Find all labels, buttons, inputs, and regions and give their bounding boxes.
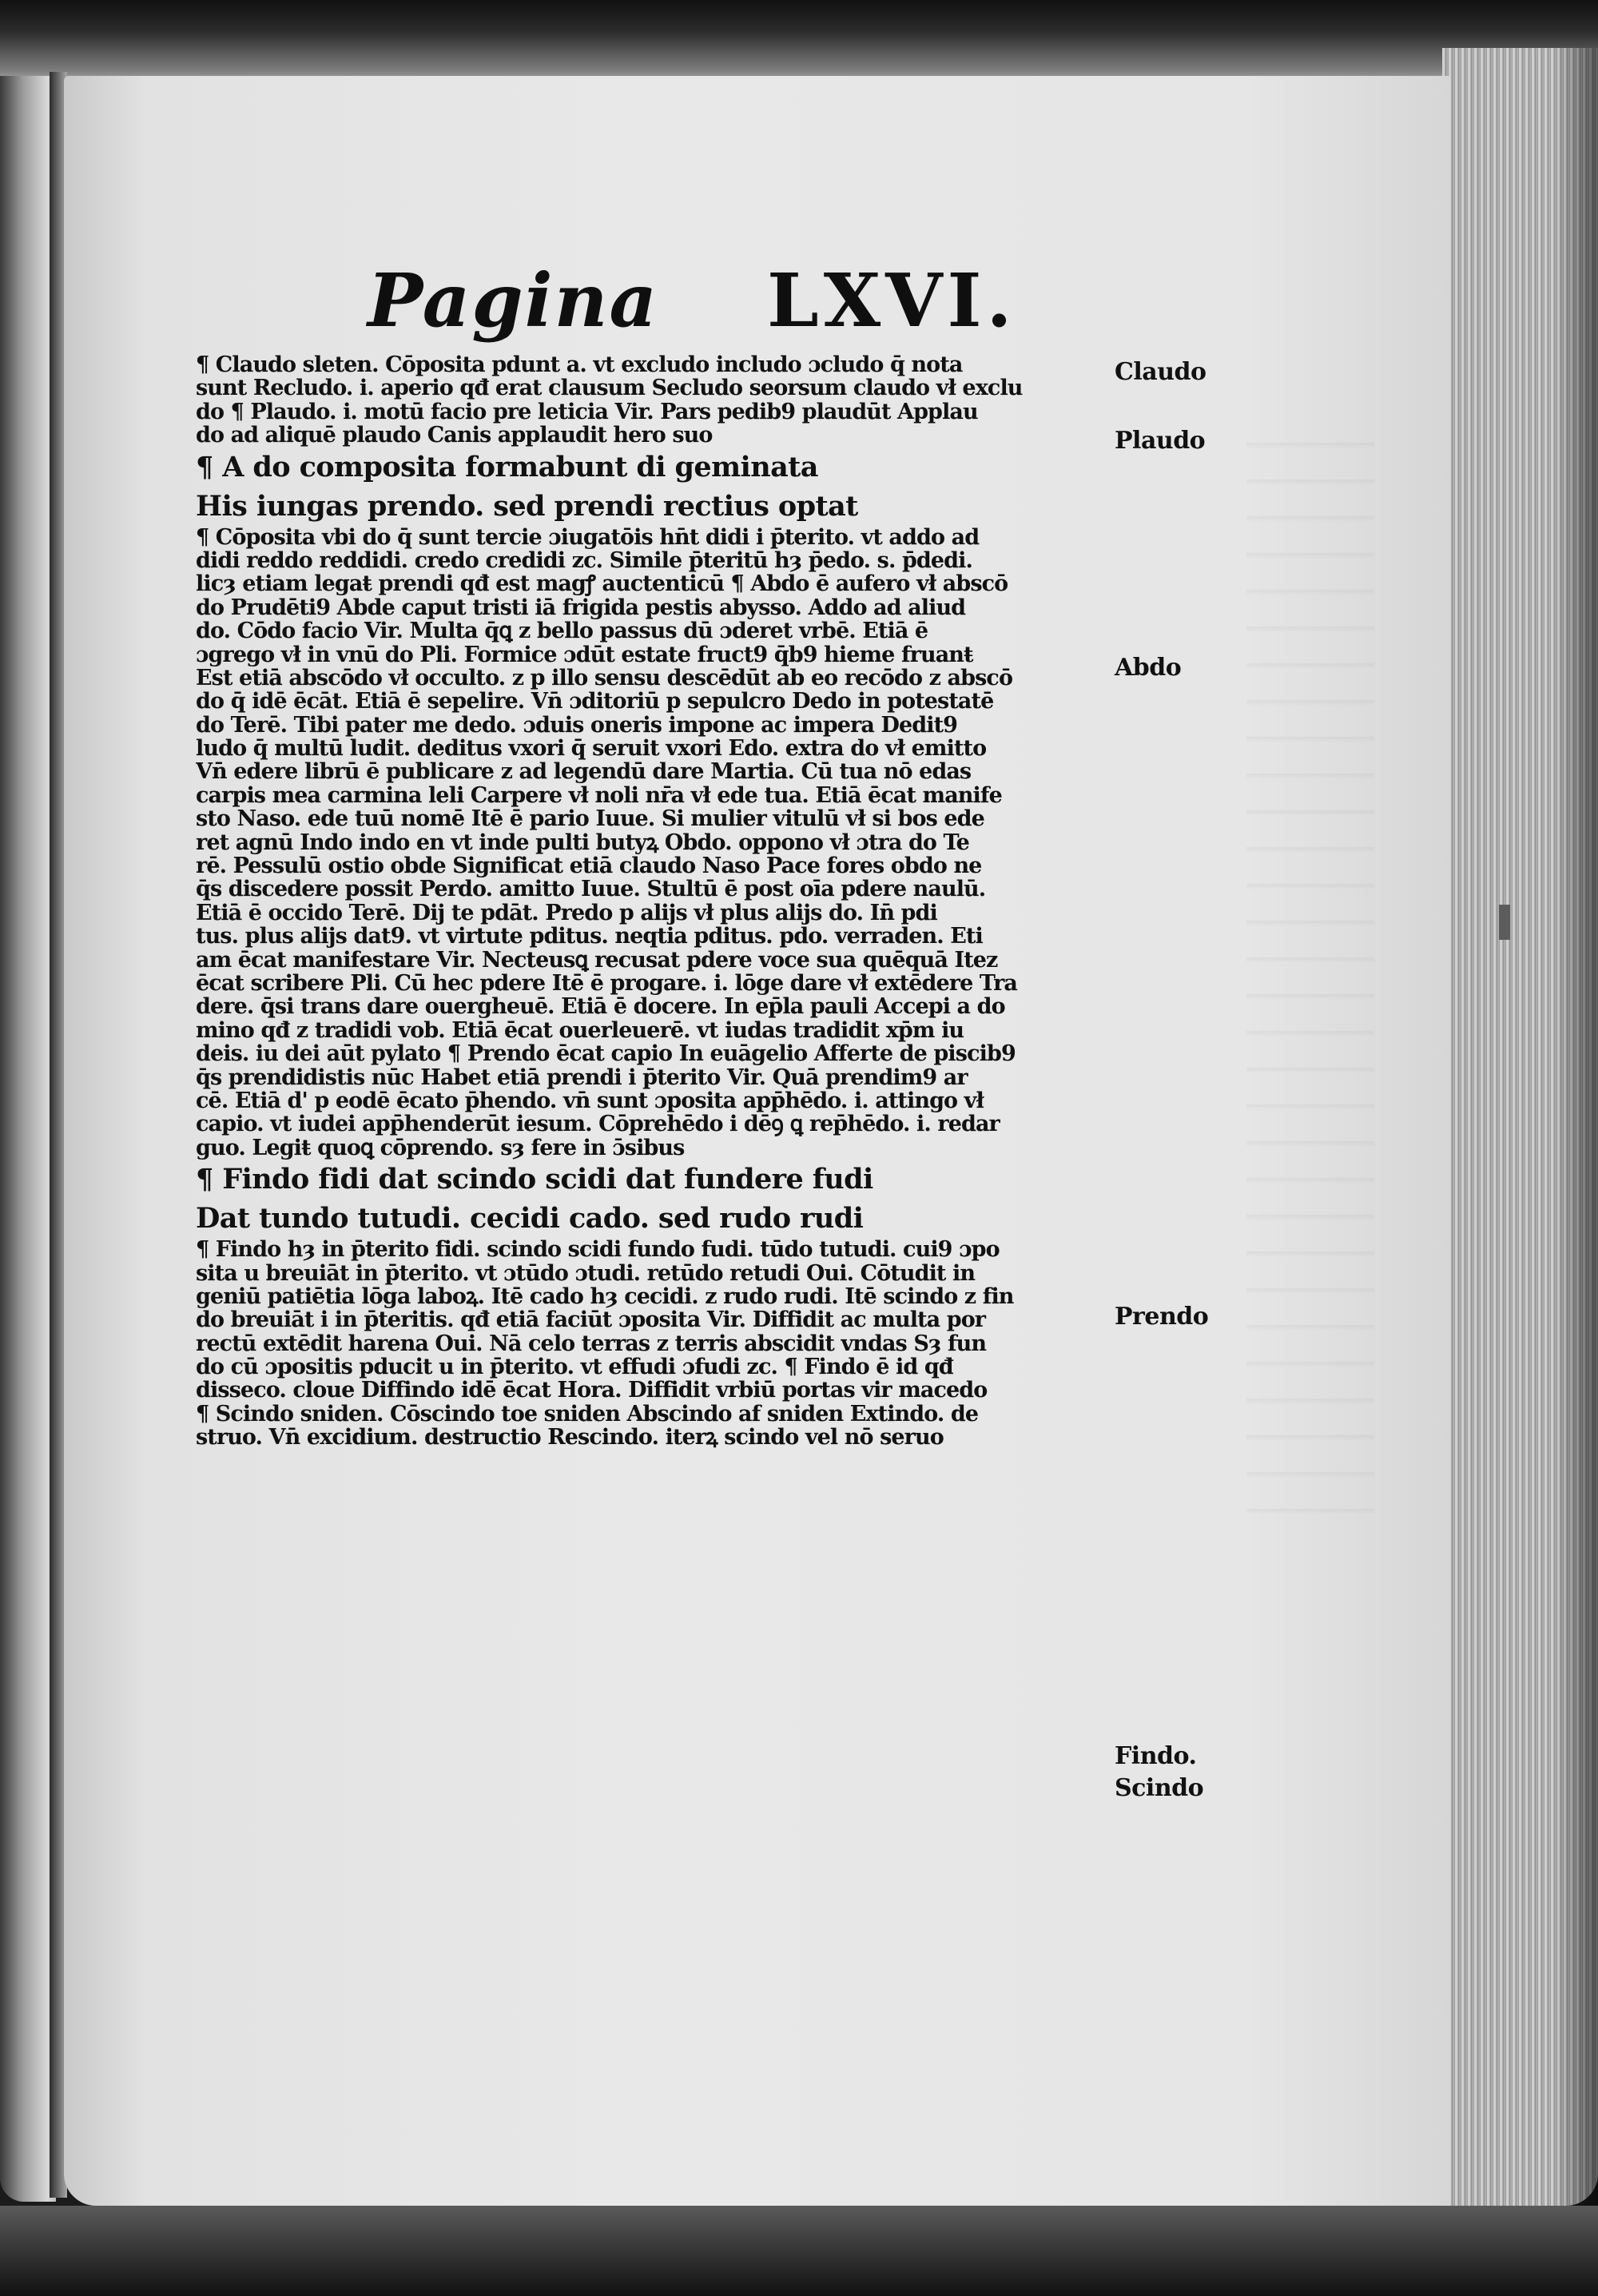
text-line: didi reddo reddidi. credo credidi zc. Simile p̄teritū hȝ p̄edo. s. p̄dedi. bbox=[196, 548, 973, 573]
text-line: do breuiāt i in p̄teritis. qđ etiā faciūt ɔposita Vir. Diffidit ac multa por bbox=[196, 1308, 986, 1332]
text-line: mino qđ z tradidi vob. Etiā ēcat ouerleuerē. vt iudas tradidit xp̄m iu bbox=[196, 1018, 964, 1043]
text-line: geniū patiētia lōga laboꝝ. Itē cado hȝ cecidi. z rudo rudi. Itē scindo z fin bbox=[196, 1284, 1014, 1309]
text-line: guo. Legiŧ quoꝗ cōprendo. sȝ fere in ɔ̄sibus bbox=[196, 1136, 685, 1160]
text-line: licȝ etiam legaŧ prendi qđ est magꝭ auctenticū ¶ Abdo ē aufero vł abscō bbox=[196, 572, 1008, 596]
text-line: dere. q̄si trans dare ouergheuē. Etiā ē docere. In ep̄la pauli Accepi a do bbox=[196, 995, 1005, 1019]
margin-note-findo: Findo. bbox=[1115, 1742, 1197, 1770]
text-line: ret agnū Indo indo en vt inde pulti butyꝝ Obdo. oppono vł ɔtra do Te bbox=[196, 830, 969, 855]
page-stack-shadow bbox=[1554, 48, 1598, 2206]
text-line: ludo q̄ multū ludit. deditus vxori q̄ seruit vxori Edo. extra do vł emitto bbox=[196, 737, 987, 761]
page-number: LXVI. bbox=[767, 257, 1017, 344]
margin-note-scindo: Scindo bbox=[1115, 1774, 1204, 1802]
bookmark-tab bbox=[1499, 905, 1510, 940]
text-line: do ¶ Plaudo. i. motū facio pre leticia Vir. Pars pedib9 plaudūt Applau bbox=[196, 400, 978, 424]
margin-note-abdo: Abdo bbox=[1115, 654, 1182, 682]
text-line: struo. Vn̄ excidium. destructio Rescindo. iterꝝ scindo vel nō seruo bbox=[196, 1426, 944, 1450]
text-line: rē. Pessulū ostio obde Significat etiā claudo Naso Pace fores obdo ne bbox=[196, 854, 982, 878]
text-line: do q̄ idē ēcāt. Etiā ē sepelire. Vn̄ ɔditoriū p sepulcro Dedo in potestatē bbox=[196, 690, 994, 714]
text-line: sita u breuiāt in p̄terito. vt ɔtūdo ɔtudi. retūdo retudi Oui. Cōtudit in bbox=[196, 1261, 976, 1285]
show-through-shadow bbox=[1246, 412, 1374, 1530]
book-top-edge bbox=[0, 0, 1598, 88]
text-line: ¶ Findo hȝ in p̄terito fidi. scindo scidi fundo fudi. tūdo tutudi. cui9 ɔpo bbox=[196, 1238, 1000, 1262]
margin-note-claudo: Claudo bbox=[1115, 358, 1206, 386]
text-line: ¶ Scindo sniden. Cōscindo toe sniden Abscindo af sniden Extindo. de bbox=[196, 1402, 979, 1427]
text-line: tus. plus alijs dat9. vt virtute pditus. neqtia pditus. pdo. verraden. Eti bbox=[196, 925, 983, 949]
text-line: do Prudēti9 Abde caput tristi iā frigida pestis abysso. Addo ad aliud bbox=[196, 595, 966, 620]
text-line: Etiā ē occido Terē. Dij te pdāt. Predo p alijs vł plus alijs do. In̄ pdi bbox=[196, 901, 937, 925]
verse-line: His iungas prendo. sed prendi rectius optat bbox=[196, 489, 858, 523]
margin-note-plaudo: Plaudo bbox=[1115, 427, 1206, 455]
page-header-word: Pagina bbox=[368, 257, 659, 344]
text-line: ēcat scribere Pli. Cū hec pdere Itē ē progare. i. lōge dare vł extēdere Tra bbox=[196, 971, 1018, 996]
text-line: Est etiā abscōdo vł occulto. z p illo sensu descēdūt ab eo recōdo z abscō bbox=[196, 666, 1013, 690]
text-line: capio. vt iudei app̄henderūt iesum. Cōprehēdo i dēꝯ ꝗ rep̄hēdo. i. redar bbox=[196, 1112, 1000, 1136]
book-bottom-edge bbox=[0, 2206, 1598, 2296]
text-line: sto Naso. ede tuū nomē Itē ē pario Iuue. Si mulier vitulū vł si bos ede bbox=[196, 807, 984, 831]
text-line: carpis mea carmina leli Carpere vł noli nr̄a vł ede tua. Etiā ēcat manife bbox=[196, 783, 1002, 808]
text-line: rectū extēdit harena Oui. Nā celo terras z terris abscidit vndas Sȝ fun bbox=[196, 1331, 987, 1356]
text-line: cē. Etiā d' p eodē ēcato p̄hendo. vn̄ sunt ɔposita app̄hēdo. i. attingo vł bbox=[196, 1088, 984, 1113]
text-line: do ad aliquē plaudo Canis applaudit hero suo bbox=[196, 424, 713, 448]
text-line: do cū ɔpositis pducit u in p̄terito. vt effudi ɔfudi zc. ¶ Findo ē id qđ bbox=[196, 1355, 953, 1379]
margin-note-prendo: Prendo bbox=[1115, 1303, 1209, 1331]
text-line: deis. iu dei aūt pylato ¶ Prendo ēcat capio In euāgelio Afferte de piscib9 bbox=[196, 1042, 1016, 1066]
page-header bbox=[368, 257, 1071, 353]
text-line: ¶ Cōposita vbi do q̄ sunt tercie ɔiugatōis hn̄t didi i p̄terito. vt addo ad bbox=[196, 525, 980, 549]
left-page-edge bbox=[0, 76, 56, 2202]
text-line: q̄s prendidistis nūc Habet etiā prendi i p̄terito Vir. Quā prendim9 ar bbox=[196, 1065, 968, 1089]
text-line: am ēcat manifestare Vir. Necteusꝗ recusat pdere voce sua quēquā Itez bbox=[196, 948, 998, 972]
main-text-block bbox=[196, 353, 1123, 1450]
text-line: q̄s discedere possit Perdo. amitto Iuue. Stultū ē post oīa pdere naulū. bbox=[196, 877, 986, 901]
text-line: do Terē. Tibi pater me dedo. ɔduis oneris impone ac impera Dedit9 bbox=[196, 713, 958, 738]
verse-line: ¶ Findo fidi dat scindo scidi dat fundere fudi bbox=[196, 1163, 873, 1196]
text-line: sunt Recludo. i. aperio qđ erat clausum Secludo seorsum claudo vł exclu bbox=[196, 376, 1023, 400]
text-line: do. Cōdo facio Vir. Multa q̄ꝗ z bello passus dū ɔderet vrbē. Etiā ē bbox=[196, 619, 928, 643]
verse-line: ¶ A do composita formabunt di geminata bbox=[196, 450, 818, 483]
text-line: ɔgrego vł in vnū do Pli. Formice ɔdūt estate fruct9 q̄b9 hieme fruanŧ bbox=[196, 643, 973, 667]
verse-line: Dat tundo tutudi. cecidi cado. sed rudo rudi bbox=[196, 1202, 864, 1236]
text-line: disseco. cloue Diffindo idē ēcat Hora. Diffidit vrbiū portas vir macedo bbox=[196, 1379, 988, 1403]
text-line: ¶ Claudo sleten. Cōposita pdunt a. vt excludo includo ɔcludo q̄ nota bbox=[196, 353, 963, 377]
text-line: Vn̄ edere librū ē publicare z ad legendū dare Martia. Cū tua nō edas bbox=[196, 760, 972, 784]
